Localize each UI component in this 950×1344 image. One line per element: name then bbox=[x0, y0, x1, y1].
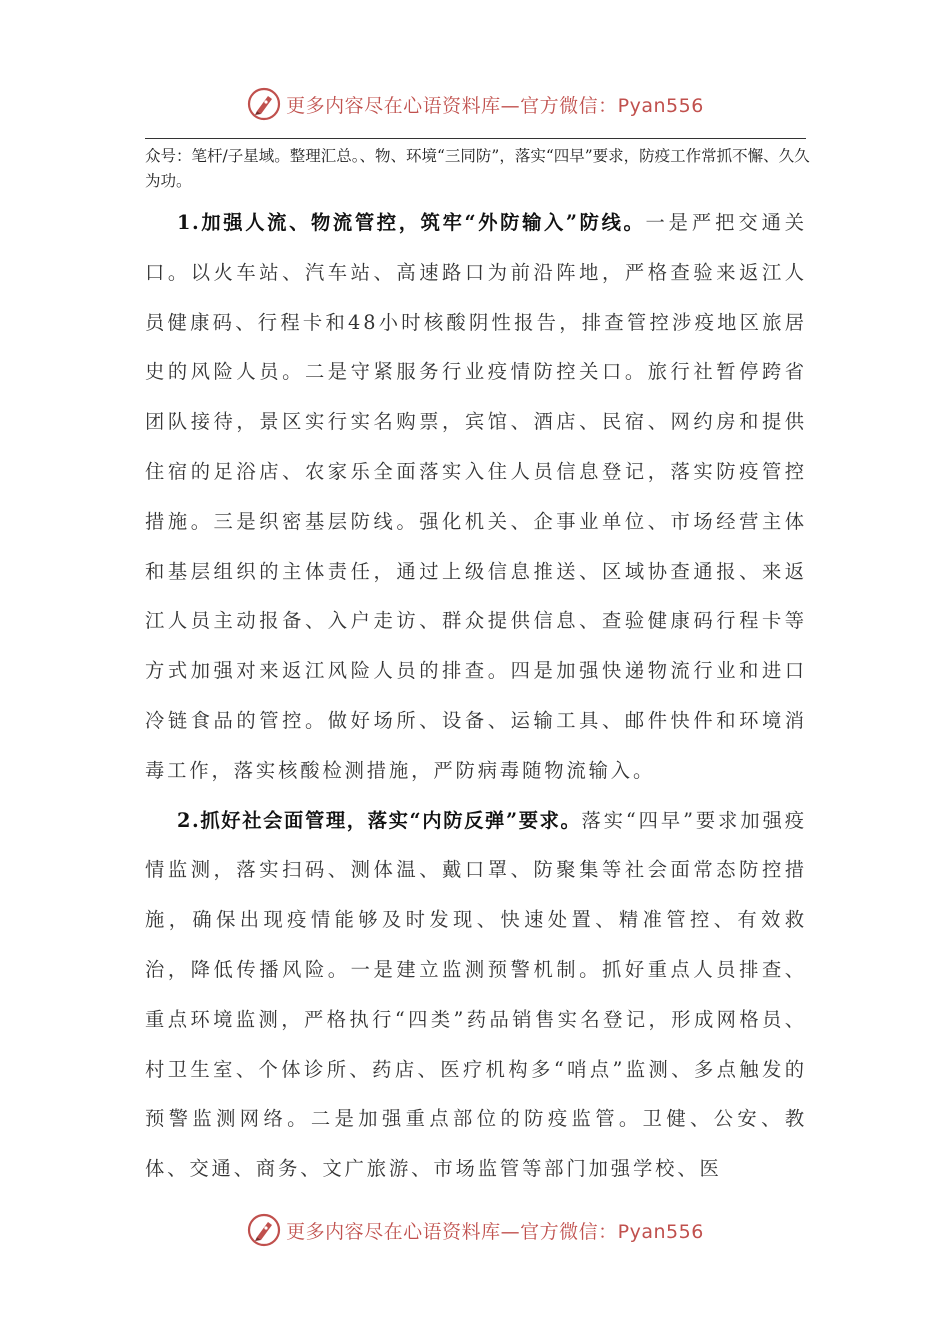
paragraph-text: 一是严把交通关口。以火车站、汽车站、高速路口为前沿阵地，严格查验来返江人员健康码、行程卡和48小时核酸阴性报告，排查管控涉疫地区旅居史的风险人员。二是守紧服务行业疫情防控关口。旅行社暂停跨省团队接待，景区实行实名购票，宾馆、酒店、民宿、网约房和提供住宿的足浴店、农家乐全面落实入住人员信息登记，落实防疫管控措施。三是织密基层防线。强化机关、企事业单位、市场经营主体和基层组织的主体责任，通过上级信息推送、区域协查通报、来返江人员主动报备、入户走访、群众提供信息、查验健康码行程卡等方式加强对来返江风险人员的排查。四是加强快递物流行业和进口冷链食品的管控。做好场所、设备、运输工具、邮件快件和环境消毒工作，落实核酸检测措施，严防病毒随物流输入。 bbox=[145, 211, 807, 782]
pen-nib-icon bbox=[246, 1212, 282, 1248]
paragraph-2 bbox=[145, 796, 807, 1194]
banner-content bbox=[246, 1212, 704, 1248]
footer-banner bbox=[0, 1208, 950, 1252]
banner-text: 更多内容尽在心语资料库—官方微信：Pyan556 bbox=[286, 94, 704, 117]
paragraph-text: 落实“四早”要求加强疫情监测，落实扫码、测体温、戴口罩、防聚集等社会面常态防控措施，确保出现疫情能够及时发现、快速处置、精准管控、有效救治，降低传播风险。一是建立监测预警机制。抓好重点人员排查、重点环境监测，严格执行“四类”药品销售实名登记，形成网格员、村卫生室、个体诊所、药店、医疗机构多“哨点”监测、多点触发的预警监测网络。二是加强重点部位的防疫监管。卫健、公安、教体、交通、商务、文广旅游、市场监管等部门加强学校、医 bbox=[145, 808, 807, 1181]
header-rule bbox=[145, 138, 806, 139]
header-note: 众号：笔杆/子星域。整理汇总。、物、环境“三同防”，落实“四早”要求，防疫工作常抓不懈、久久为功。 bbox=[145, 147, 810, 190]
banner-text: 更多内容尽在心语资料库—官方微信：Pyan556 bbox=[286, 1220, 704, 1243]
paragraph-heading: 2.抓好社会面管理，落实“内防反弹”要求。 bbox=[177, 808, 582, 832]
header-banner bbox=[0, 82, 950, 126]
pen-nib-icon bbox=[246, 86, 282, 122]
paragraph-1 bbox=[145, 198, 807, 796]
document-body bbox=[145, 198, 807, 1194]
paragraph-heading: 1.加强人流、物流管控，筑牢“外防输入”防线。 bbox=[177, 211, 646, 234]
banner-content bbox=[246, 86, 704, 122]
